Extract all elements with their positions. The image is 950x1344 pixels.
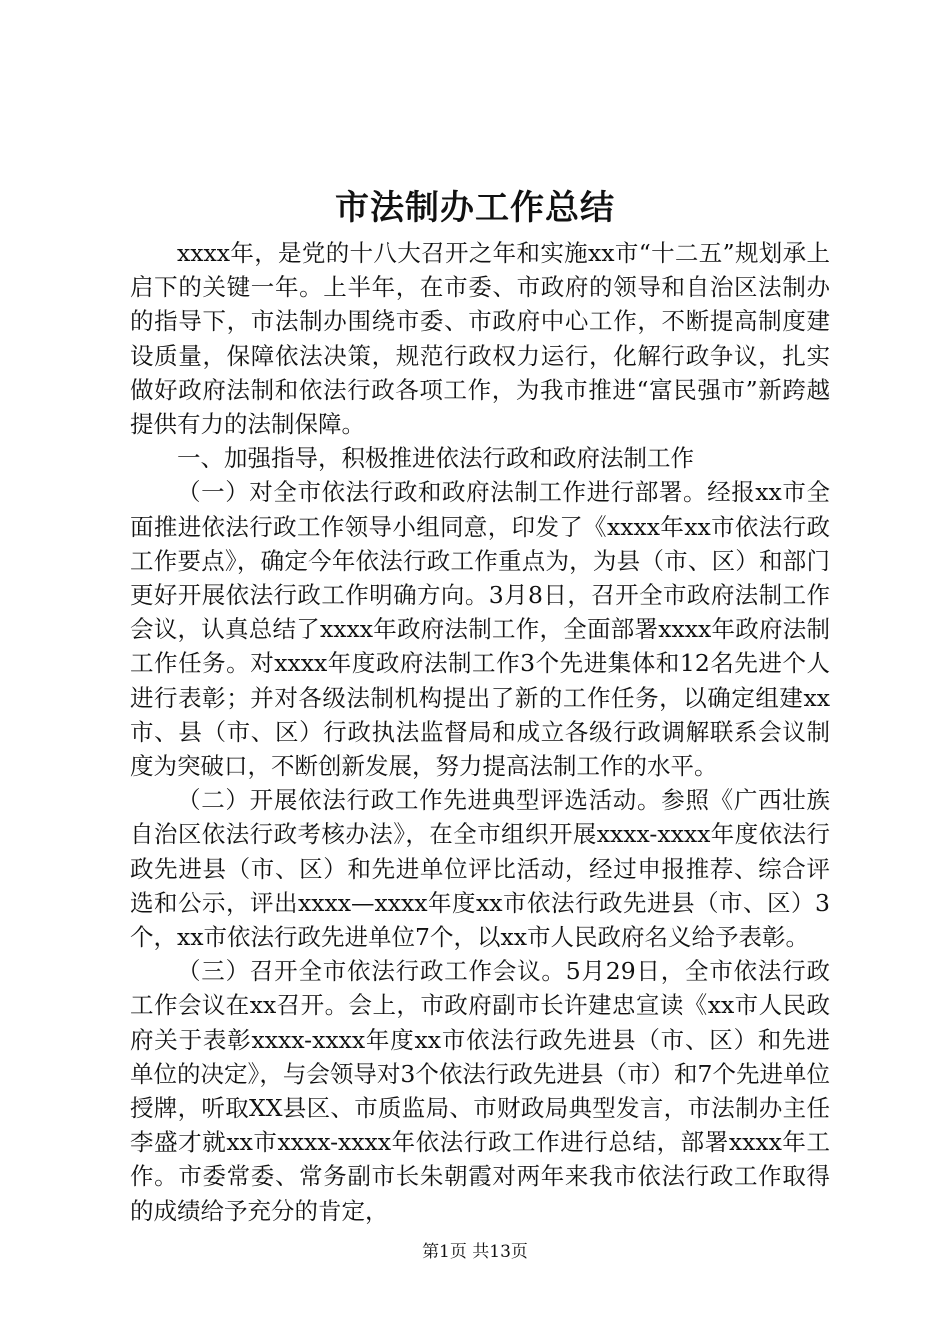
- document-title: 市法制办工作总结: [335, 188, 615, 228]
- paragraph-item-3: （三）召开全市依法行政工作会议。5月29日，全市依法行政工作会议在xx召开。会上，市政府副市长许建忠宣读《xx市人民政府关于表彰xxxx-xxxx年度xx市依法行政先进县（市、区）和先进单位的决定》，与会领导对3个依法行政先进县（市）和7个先进单位授牌，听取XX县区、市质监局、市财政局典型发言，市法制办主任李盛才就xx市xxxx-xxxx年依法行政工作进行总结，部署xxxx年工作。市委常委、常务副市长朱朝霞对两年来我市依法行政工作取得的成绩给予充分的肯定，: [130, 957, 830, 1225]
- paragraph-item-2: （二）开展依法行政工作先进典型评选活动。参照《广西壮族自治区依法行政考核办法》，在全市组织开展xxxx-xxxx年度依法行政先进县（市、区）和先进单位评比活动，经过申报推荐、综合评选和公示，评出xxxx—xxxx年度xx市依法行政先进县（市、区）3个，xx市依法行政先进单位7个，以xx市人民政府名义给予表彰。: [130, 786, 830, 952]
- paragraph-intro: xxxx年，是党的十八大召开之年和实施xx市“十二五”规划承上启下的关键一年。上半年，在市委、市政府的领导和自治区法制办的指导下，市法制办围绕市委、市政府中心工作，不断提高制度建设质量，保障依法决策，规范行政权力运行，化解行政争议，扎实做好政府法制和依法行政各项工作，为我市推进“富民强市”新跨越提供有力的法制保障。: [130, 239, 830, 439]
- paragraph-item-1: （一）对全市依法行政和政府法制工作进行部署。经报xx市全面推进依法行政工作领导小组同意，印发了《xxxx年xx市依法行政工作要点》，确定今年依法行政工作重点为，为县（市、区）和部门更好开展依法行政工作明确方向。3月8日，召开全市政府法制工作会议，认真总结了xxxx年政府法制工作，全面部署xxxx年政府法制工作任务。对xxxx年度政府法制工作3个先进集体和12名先进个人进行表彰；并对各级法制机构提出了新的工作任务，以确定组建xx市、县（市、区）行政执法监督局和成立各级行政调解联系会议制度为突破口，不断创新发展，努力提高法制工作的水平。: [130, 478, 830, 781]
- document-body: [130, 236, 830, 1228]
- page-number-footer: 第1页 共13页: [422, 1242, 528, 1262]
- section-heading-1: 一、加强指导，积极推进依法行政和政府法制工作: [177, 444, 694, 473]
